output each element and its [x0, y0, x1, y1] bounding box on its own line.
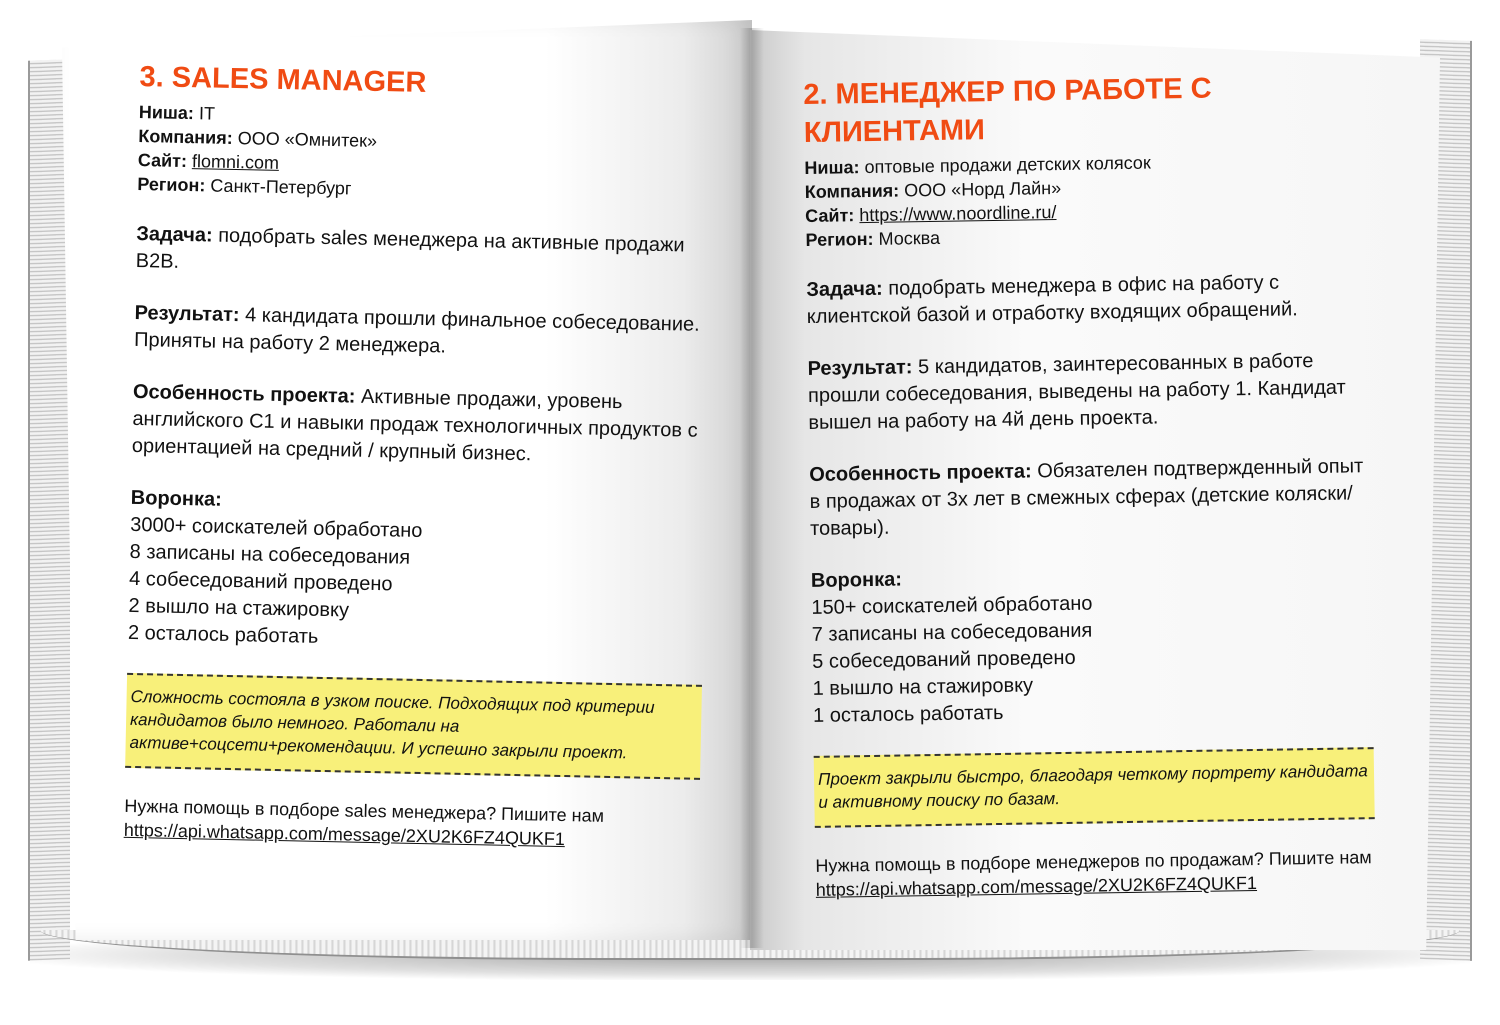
left-cta-text: Нужна помощь в подборе sales менеджера? Пишите нам [124, 795, 605, 826]
right-funnel-item: 7 записаны на собеседования [811, 619, 1093, 646]
left-feature-text: Активные продажи, уровень английского С1 и навыки продаж технологичных продуктов с ориентацией на средний / крупный бизнес. [131, 385, 698, 466]
left-feature [132, 379, 709, 472]
right-result [807, 347, 1368, 437]
right-result-text: 5 кандидатов, заинтересованных в работе прошли собеседования, выведены на работу 1. Кандидат вышел на работу на 4й день проекта. [807, 350, 1346, 434]
left-funnel-item: 2 осталось работать [127, 621, 319, 648]
right-result-label: Результат: [807, 356, 913, 380]
right-feature [809, 453, 1370, 543]
left-funnel-title: Воронка: [130, 486, 222, 511]
book-spine [740, 28, 764, 948]
right-task-label: Задача: [806, 277, 883, 301]
left-region-value: Санкт-Петербург [210, 175, 352, 199]
left-company-value: ООО «Омнитек» [237, 128, 378, 151]
left-result-label: Результат: [134, 301, 240, 327]
right-funnel-item: 1 осталось работать [812, 701, 1004, 727]
left-page-edges [28, 59, 70, 960]
left-task-label: Задача: [136, 222, 213, 247]
right-funnel-item: 1 вышло на стажировку [812, 674, 1034, 700]
right-feature-label: Особенность проекта: [809, 460, 1032, 486]
left-task [135, 221, 711, 287]
left-funnel-item: 8 записаны на собеседования [129, 540, 411, 569]
right-cta [815, 845, 1376, 902]
right-task [806, 268, 1367, 331]
right-cta-text: Нужна помощь в подборе менеджеров по продажам? Пишите нам [815, 847, 1372, 876]
right-title: 2. МЕНЕДЖЕР ПО РАБОТЕ С КЛИЕНТАМИ [803, 72, 1212, 149]
right-highlight-note: Проект закрыли быстро, благодаря четкому портрету кандидата и активному поиску по базам. [814, 747, 1375, 828]
left-company-label: Компания: [138, 125, 233, 148]
left-whatsapp-link[interactable]: https://api.whatsapp.com/message/2XU2K6FZ4QUKF1 [123, 819, 566, 850]
right-company-value: ООО «Норд Лайн» [904, 177, 1062, 201]
left-case-study [124, 58, 715, 854]
right-funnel-item: 5 собеседований проведено [812, 646, 1076, 673]
right-niche-label: Ниша: [804, 157, 860, 178]
left-region-label: Регион: [137, 173, 206, 196]
left-highlight-note: Сложность состояла в узком поиске. Подходящих под критерии кандидатов было немного. Работали на активе+соцсети+рекомендации. И успешно закрыли проект. [125, 673, 702, 780]
right-funnel-item: 150+ соискателей обработано [811, 592, 1093, 619]
right-site-label: Сайт: [805, 205, 855, 226]
right-site-link[interactable]: https://www.noordline.ru/ [859, 202, 1057, 226]
right-region-value: Москва [878, 227, 941, 249]
left-funnel-item: 3000+ соискателей обработано [129, 513, 423, 543]
left-site-label: Сайт: [137, 149, 188, 172]
left-result [134, 300, 710, 366]
left-result-text: 4 кандидата прошли финальное собеседование. Приняты на работу 2 менеджера. [133, 304, 700, 358]
right-niche-value: оптовые продажи детских колясок [864, 152, 1151, 178]
left-funnel-item: 4 собеседований проведено [128, 567, 393, 596]
right-case-study [803, 67, 1376, 902]
left-feature-label: Особенность проекта: [132, 380, 356, 408]
right-region-label: Регион: [805, 228, 874, 250]
right-task-text: подобрать менеджера в офис на работу с клиентской базой и отработку входящих обращений. [806, 271, 1298, 328]
right-feature-text: Обязателен подтвержденный опыт в продажах от 3х лет в смежных сферах (детские коляски/товары). [809, 455, 1364, 540]
left-task-text: подобрать sales менеджера на активные продажи B2B. [135, 224, 685, 273]
left-title: 3. SALES MANAGER [139, 60, 427, 99]
left-niche-label: Ниша: [138, 101, 195, 124]
right-company-label: Компания: [804, 180, 900, 202]
left-niche-value: IT [198, 103, 216, 124]
right-whatsapp-link[interactable]: https://api.whatsapp.com/message/2XU2K6FZ4QUKF1 [815, 872, 1258, 900]
left-site-link[interactable]: flomni.com [191, 151, 280, 173]
right-funnel-title: Воронка: [810, 568, 903, 592]
left-funnel-item: 2 вышло на стажировку [128, 594, 350, 622]
